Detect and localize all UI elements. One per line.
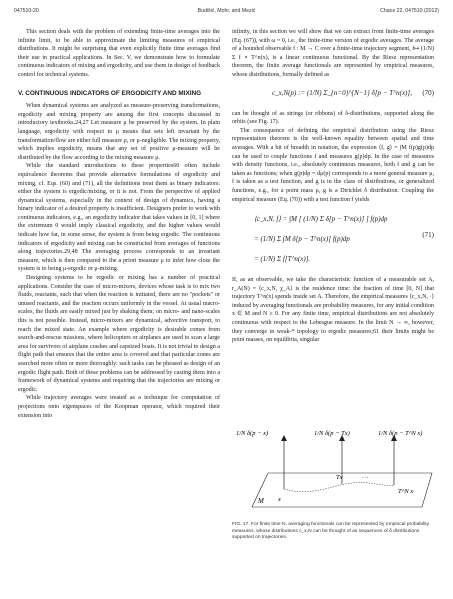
running-header: [14, 8, 439, 18]
authors: Budišić, Mohr, and Mezić: [197, 8, 256, 14]
paragraph: infinity, in this section we will show that we can extract from finite-time averages (Eq. (67)), with ω = 0, i.e., the finite-time version of ergodic averages. The average of a bounded observable f : M → C over a finite-time trajectory segment, f↦ (1/N) Σ f ∘ T^n(x), is a linear continuous functional. By the Riesz representation theorem, the finite average functionals are represented by empirical measures, whose distributions, formally defined as: [232, 29, 434, 78]
paragraph: When dynamical systems are analyzed as measure-preserving transformations, ergodicity and mixing property are among the first concepts discussed in introductory textbooks.24,27 Let measure μ be preserved by the system. In plain language, ergodicity with respect to μ means that sets left invariant by the transformation/flow are either full measure μ, or μ-negligible. The mixing property, which implies ergodicity, means that any set of positive μ-measure will be distributed by the flow according to the mixing measure μ.: [18, 103, 220, 161]
label-delta-x: 1/N δ(p − x): [236, 430, 269, 437]
label-delta-tx: 1/N δ(p − Tx): [314, 430, 350, 437]
equation-number: (71): [422, 231, 434, 240]
equation-70: [232, 83, 434, 107]
left-column: [18, 28, 220, 420]
figure-caption: FIG. 17. For finite time N, averaging functionals can be represented by empirical probability measures, whose distributions c_x,N can be thought of as sequences of δ distributions supported on trajectories.: [232, 522, 430, 541]
intro-paragraph: This section deals with the problem of extending finite-time averages into the infinite limit, to be able to approximate the limiting measures of empirical distributions. It might be surprising that even explicitly finite time averages find their use in practical applications. In Sec. V, we demonstrate how to formulate continuous indicators of mixing and ergodicity, and use them in design of feedback control for technical systems.: [18, 29, 220, 78]
equation-71: [232, 207, 434, 273]
paragraph: While the standard introductions to these properties60 often include equivalence theorems that provide alternative formulations of ergodicity and mixing, cf. Eqs. (60) and (71), all the definitions treat them as binary indicators: either the system is ergodic/mixing, or it is not. From the perspective of applied dynamical systems, especially in the context of design of dynamics, having a binary indicator of a desired property is insufficient. Designers prefer to work with continuous indicators, e.g., an ergodicity indicator that takes values in [0, 1] where the extremum 0 would imply classical ergodicity, and the higher values would indicate how far, in some sense, the system is from being ergodic. The continuous indicators of ergodicity and mixing can be constructed from averages of functions along trajectories.29,48 The averaging process corresponds to an invariant measure, which is then compared to the a priori measure μ to infer how close the system is to being μ-ergodic or μ-mixing.: [18, 163, 220, 273]
trajectory-curve: [284, 483, 394, 492]
right-column: [232, 28, 434, 345]
paragraph: can be thought of as strings (or ribbons) of δ-distributions, supported along the orbits (see Fig. 17).: [232, 110, 434, 126]
label-tnx: T^N x: [398, 488, 414, 495]
eq70-lhs: c_x,N(p) :=: [272, 88, 307, 97]
label-dots: ···: [362, 474, 369, 481]
eq71-line: ⟨c_x,N, f⟩ = ∫M [ (1/N) Σ δ[p − T^n(x)] ] f(p)dp: [254, 215, 388, 224]
figure-17: [232, 427, 436, 517]
journal-ref: Chaos 22, 047510 (2012): [380, 8, 439, 14]
label-delta-tnx: 1/N δ(p − T^N x): [378, 430, 423, 437]
eq71-line: = (1/N) Σ ∫M δ[p − T^n(x)] f(p)dp: [254, 235, 350, 244]
label-m: M: [258, 497, 264, 505]
section-heading: V. CONTINUOUS INDICATORS OF ERGODICITY AND MIXING: [18, 89, 202, 97]
eq70-rhs: (1/N) Σ_{n=0}^{N−1} δ[p − T^n(x)],: [306, 88, 412, 97]
label-tx: Tx: [336, 474, 343, 481]
paragraph: If, as an observable, we take the characteristic function of a measurable set A, r_A(N) = ⟨c_x,N, χ_A⟩ is the residence time: the fraction of time [0, N] that trajectory T^n(x) spends inside set A. Therefore, the empirical measures ⟨c_x,N, ·⟩ induced by averaging functionals are probability measures, for any initial condition x ∈ M and N ≥ 0. For any finite time, empirical distributions are not absolutely continuous with respect to the Lebesgue measure. In the limit N → ∞, however, they converge in weak-* topology to ergodic measures;61 their limits might be point masses, on equilibria, singular: [232, 277, 434, 344]
arrow-head: [281, 435, 287, 441]
page-number: 047510-20: [14, 8, 39, 14]
label-x: x: [278, 496, 281, 503]
eq71-line: = (1/N) Σ f[T^n(x)].: [254, 255, 311, 264]
paragraph: The consequence of defining the empirical distribution using the Riesz representation theorem is the well-known equality between spatial and time averages. With a bit of breadth in notation, the expression ⟨f, g⟩ = ∫M f(p)g(p)dp can be used to couple functions f and measures g(p)dp. In the case of measures with density functions, i.e., absolutely continuous measures, both f and g can be taken as functions; when g(p)dp = dμ(p) corresponds to a more general measure μ, f is taken as a test function, and g is in the class of distributions, or generalized functions, e.g., for a point mass μ, g is a Dirichlet δ distribution. Coupling the empirical measure (Eq. (70)) with a test function f yields: [232, 127, 434, 203]
paragraph: While trajectory averages were treated as a technique for computation of projections onto eigenspaces of the Koopman operator, which required their extension into: [18, 395, 220, 419]
equation-number: (70): [422, 88, 434, 97]
paragraph: Designing systems to be ergodic or mixing has a number of practical applications. Consider the case of micro-mixers, devices whose task is to mix two fluids, reactants, such that when the reaction is initiated, there are no "pockets" or unused reactants, and the reaction occurs uniformly in the vessel. At usual macro-scales, the fluids are easily mixed just by shaking them; on micro- and nano-scales this is not possible. Instead, micro-mixers are dynamical, advective transport, to reach the mixed state. An example where ergodicity is desirable comes from search-and-rescue missions, where helicopters or airplanes are used to scan a large area for survivors of airplane crashes and capsized boats. It is not trivial to design a flight path that ensures that the entire area is covered and that particular zones are searched more often or more thoroughly: such tasks can be phrased as design of an ergodic flight path. Both of these problems can be addressed by casting them into a framework of dynamical systems and requiring that the trajectories are mixing or ergodic.: [18, 275, 220, 393]
